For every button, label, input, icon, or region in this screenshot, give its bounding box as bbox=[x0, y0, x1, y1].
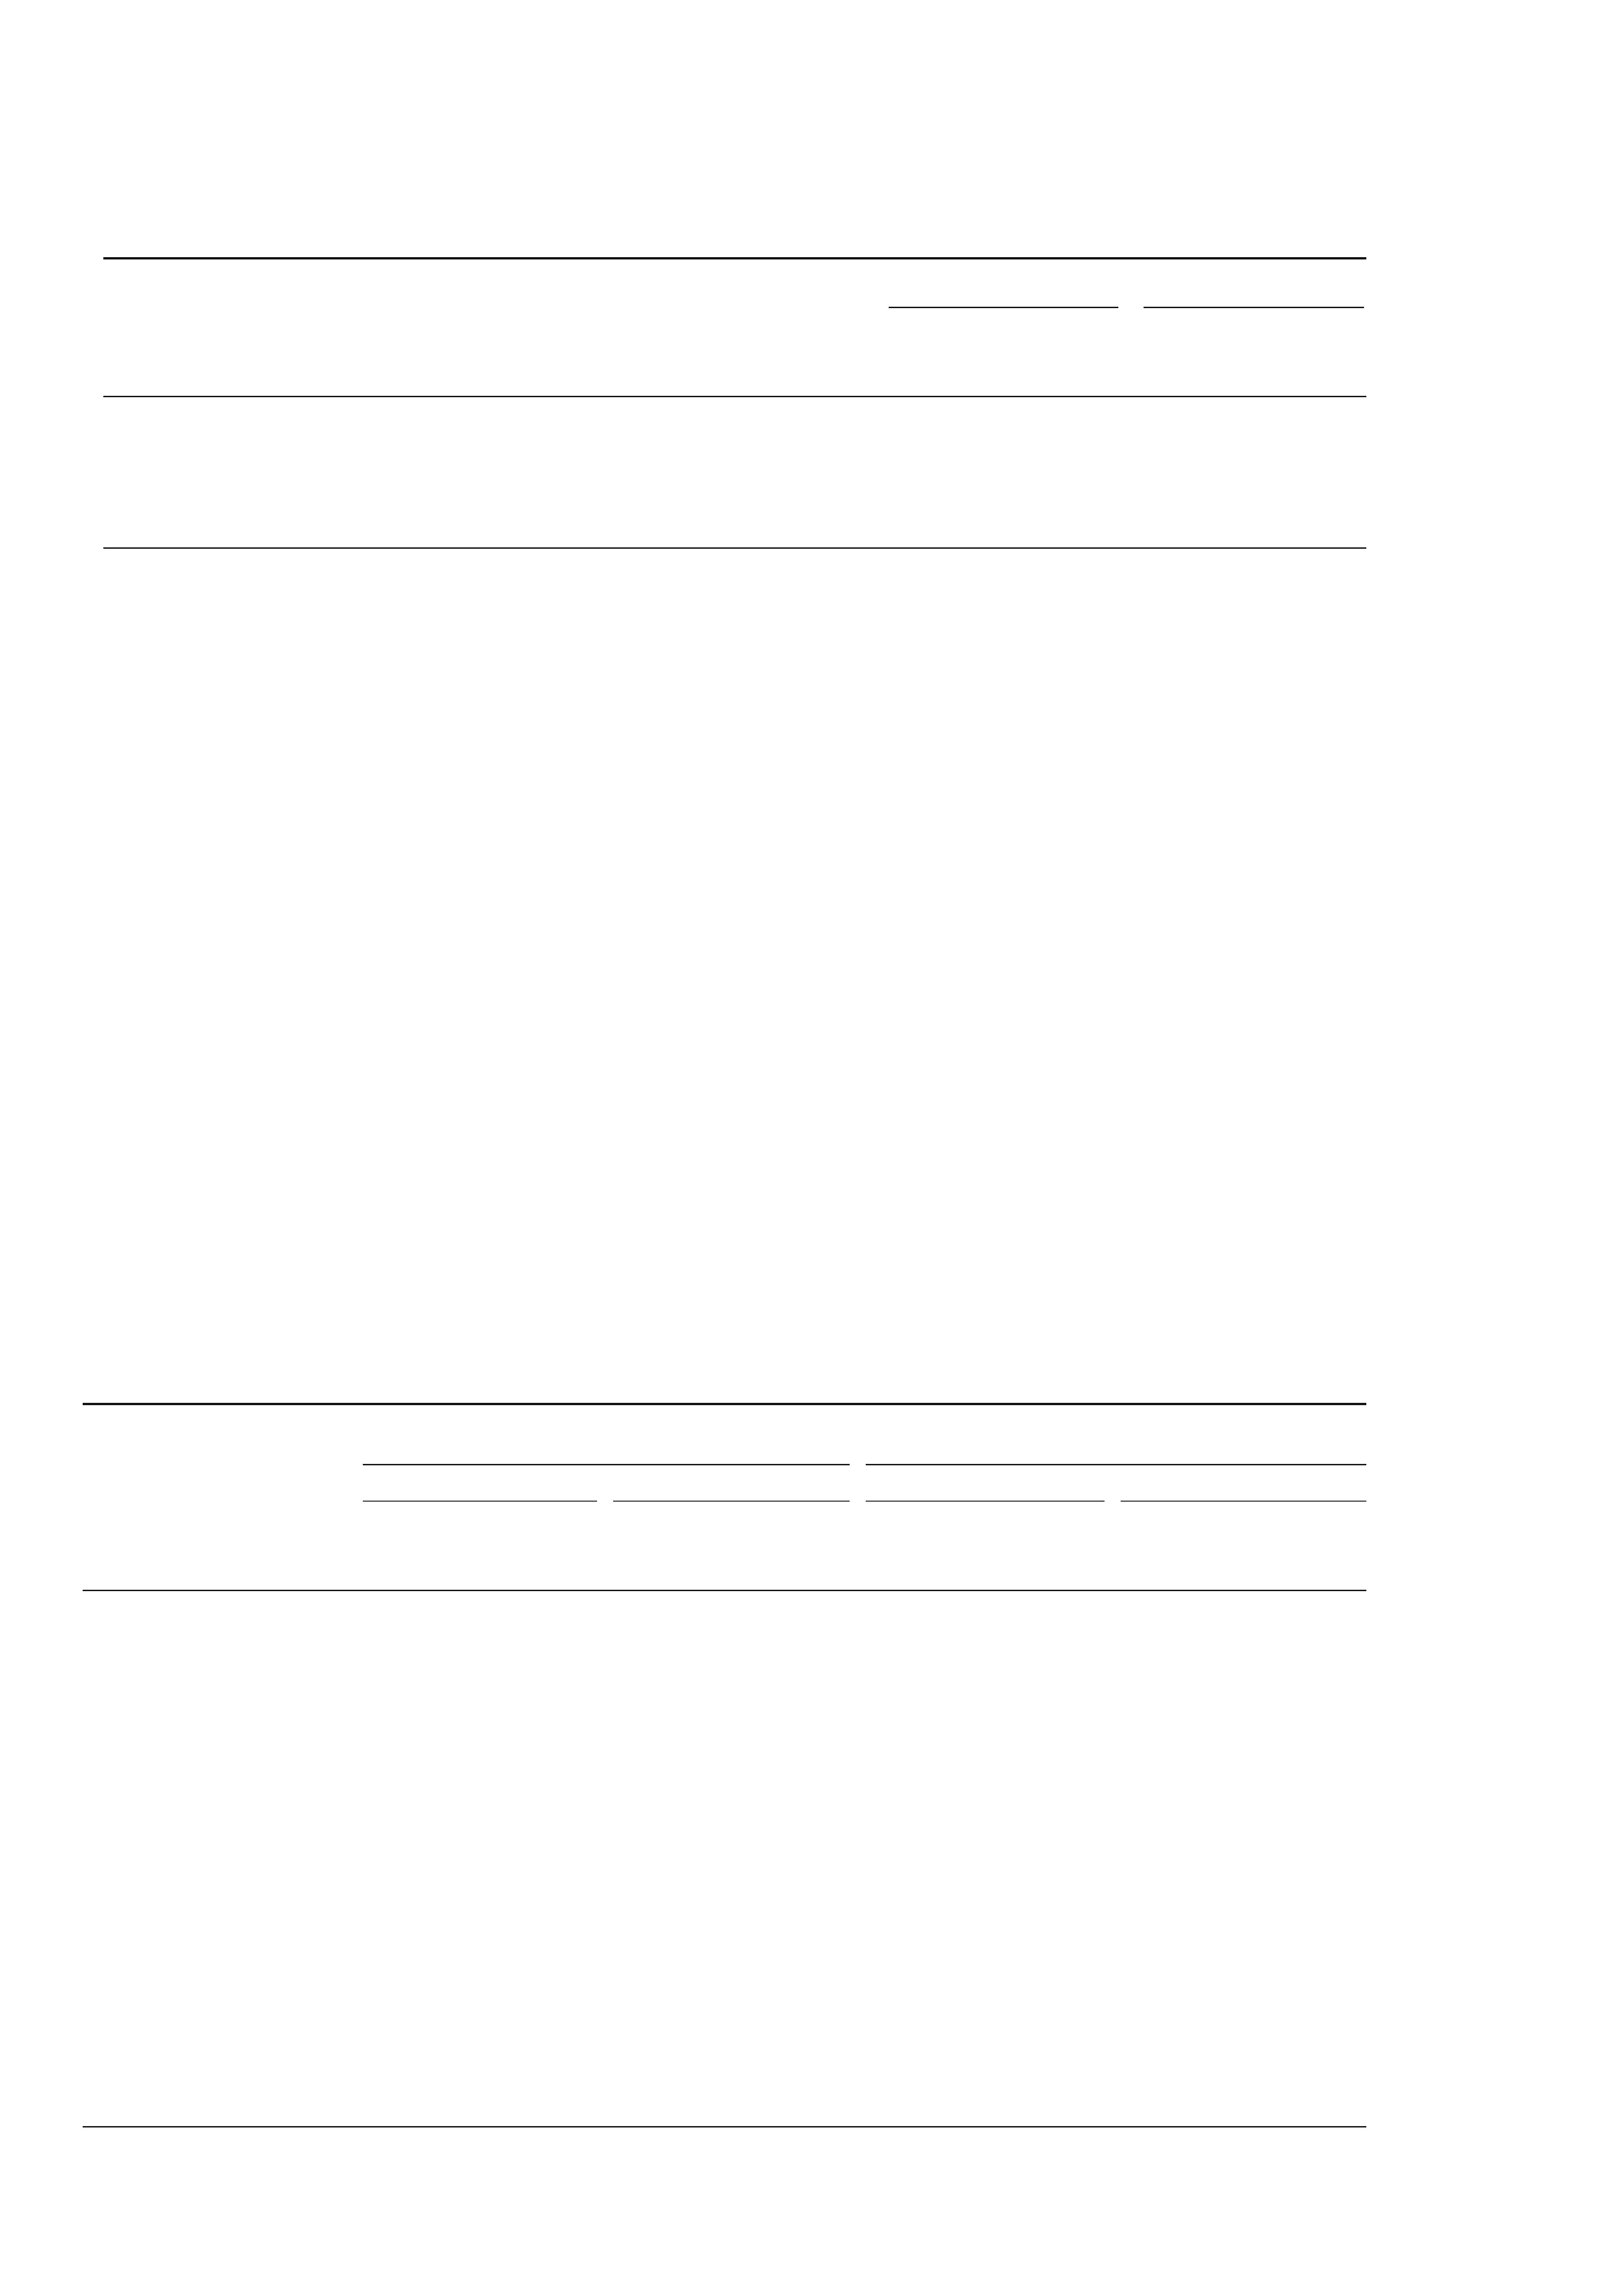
table4-year-rule-3 bbox=[866, 1501, 1105, 1502]
table4-year-rule-2 bbox=[613, 1501, 850, 1502]
table4-bottom-rule bbox=[83, 2126, 1366, 2127]
table4-top-rule bbox=[83, 1403, 1366, 1405]
table3-bottom-rule bbox=[103, 547, 1366, 549]
table3-top-rule bbox=[103, 257, 1366, 259]
table4-header-rule bbox=[83, 1590, 1366, 1591]
table4-group2-rule bbox=[866, 1464, 1366, 1465]
table3-year-rule-1985 bbox=[1144, 307, 1364, 308]
table4-group1-rule bbox=[363, 1464, 850, 1465]
table3-header-rule bbox=[103, 396, 1366, 397]
table4-year-rule-4 bbox=[1121, 1501, 1366, 1502]
table4-year-rule-1 bbox=[363, 1501, 597, 1502]
table3-year-rule-1984 bbox=[889, 307, 1118, 308]
